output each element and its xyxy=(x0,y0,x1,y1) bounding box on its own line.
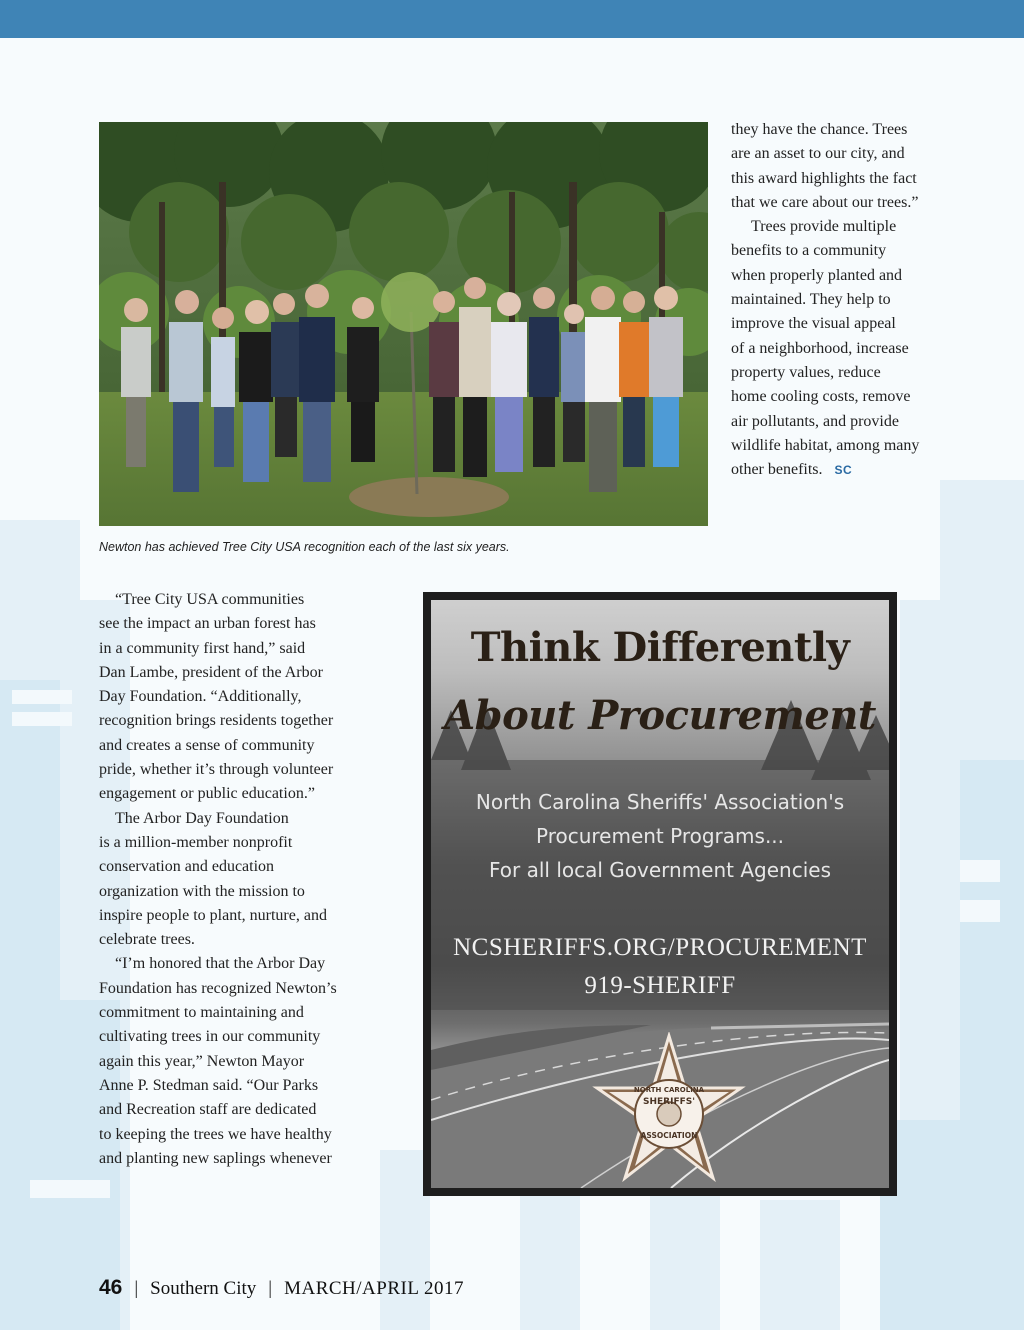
text-line: Anne P. Stedman said. “Our Parks xyxy=(99,1076,319,1094)
text-line: benefits to a community xyxy=(731,242,887,260)
text-line: maintained. They help to xyxy=(731,291,891,309)
text-line: wildlife habitat, among many xyxy=(731,436,920,454)
text-line: they have the chance. Trees xyxy=(731,121,908,138)
group-photo xyxy=(99,122,708,526)
text-line: and creates a sense of community xyxy=(99,736,315,754)
text-line: celebrate trees. xyxy=(99,931,195,949)
text-line: recognition brings residents together xyxy=(99,712,334,730)
ad-phone-number: 919-SHERIFF xyxy=(584,972,736,999)
footer-separator: | xyxy=(268,1278,273,1299)
text-line: to keeping the trees we have healthy xyxy=(99,1125,332,1143)
ad-website-url: NCSHERIFFS.ORG/PROCUREMENT xyxy=(453,934,867,961)
ad-panel xyxy=(431,600,889,1188)
badge-text-top: NORTH CAROLINA xyxy=(633,1086,705,1094)
ad-subheading-2: Procurement Programs... xyxy=(535,824,785,848)
text-line: in a community first hand,” said xyxy=(99,639,306,657)
text-line-last xyxy=(731,458,941,482)
issue-date: MARCH/APRIL 2017 xyxy=(284,1278,464,1299)
text-line: cultivating trees in our community xyxy=(99,1028,321,1046)
paragraph xyxy=(99,952,369,1171)
text-line: air pollutants, and provide xyxy=(731,412,899,430)
text-line: this award highlights the fact xyxy=(731,169,917,187)
sheriff-star-badge xyxy=(589,1032,749,1188)
article-left-column xyxy=(99,588,369,1171)
text-line: are an asset to our city, and xyxy=(731,145,905,163)
article-right-column xyxy=(731,118,941,482)
magazine-name: Southern City xyxy=(150,1278,257,1299)
text-line: when properly planted and xyxy=(731,266,903,284)
text-line: commitment to maintaining and xyxy=(99,1004,304,1022)
ad-headline-line-1: Think Differently xyxy=(470,624,850,671)
text-line: Trees provide multiple xyxy=(751,218,897,236)
text-line: Foundation has recognized Newton’s xyxy=(99,979,337,997)
text-line: property values, reduce xyxy=(731,363,881,381)
text-line: pride, whether it’s through volunteer xyxy=(99,761,334,779)
text-line: again this year,” Newton Mayor xyxy=(99,1052,305,1070)
text-line: of a neighborhood, increase xyxy=(731,339,909,357)
photo-caption: Newton has achieved Tree City USA recognition each of the last six years. xyxy=(99,540,510,554)
ad-headline-line-2: About Procurement xyxy=(444,692,876,739)
page-number: 46 xyxy=(99,1276,123,1299)
text-line: conservation and education xyxy=(99,858,275,876)
text-line: “I’m honored that the Arbor Day xyxy=(115,955,326,973)
text-line: The Arbor Day Foundation xyxy=(115,809,289,827)
text-line: Day Foundation. “Additionally, xyxy=(99,688,302,706)
text-line: is a million-member nonprofit xyxy=(99,833,293,851)
end-mark: SC xyxy=(834,463,853,478)
text-line: and Recreation staff are dedicated xyxy=(99,1101,317,1119)
text-line: inspire people to plant, nurture, and xyxy=(99,906,327,924)
paragraph xyxy=(731,215,941,482)
ad-subheading-1: North Carolina Sheriffs' Association's xyxy=(475,790,845,814)
badge-text-middle: SHERIFFS' xyxy=(643,1097,695,1107)
text-line: see the impact an urban forest has xyxy=(99,615,316,633)
text-line: improve the visual appeal xyxy=(731,315,896,333)
paragraph xyxy=(731,118,941,215)
footer-separator: | xyxy=(134,1278,139,1299)
text-line: and planting new saplings whenever xyxy=(99,1149,332,1167)
badge-text-bottom: ASSOCIATION xyxy=(640,1131,698,1140)
top-color-bar xyxy=(0,0,1024,38)
page-footer xyxy=(99,1276,464,1300)
paragraph xyxy=(99,807,369,953)
paragraph xyxy=(99,588,369,807)
text-line: engagement or public education.” xyxy=(99,785,315,803)
text-line: that we care about our trees.” xyxy=(731,193,919,211)
text-line: “Tree City USA communities xyxy=(115,591,305,608)
ad-subheading-3: For all local Government Agencies xyxy=(488,858,831,882)
text-line: organization with the mission to xyxy=(99,882,305,900)
text-line: home cooling costs, remove xyxy=(731,388,911,406)
text-line: other benefits. xyxy=(731,461,823,479)
text-line: Dan Lambe, president of the Arbor xyxy=(99,663,323,681)
procurement-advertisement xyxy=(423,592,897,1196)
